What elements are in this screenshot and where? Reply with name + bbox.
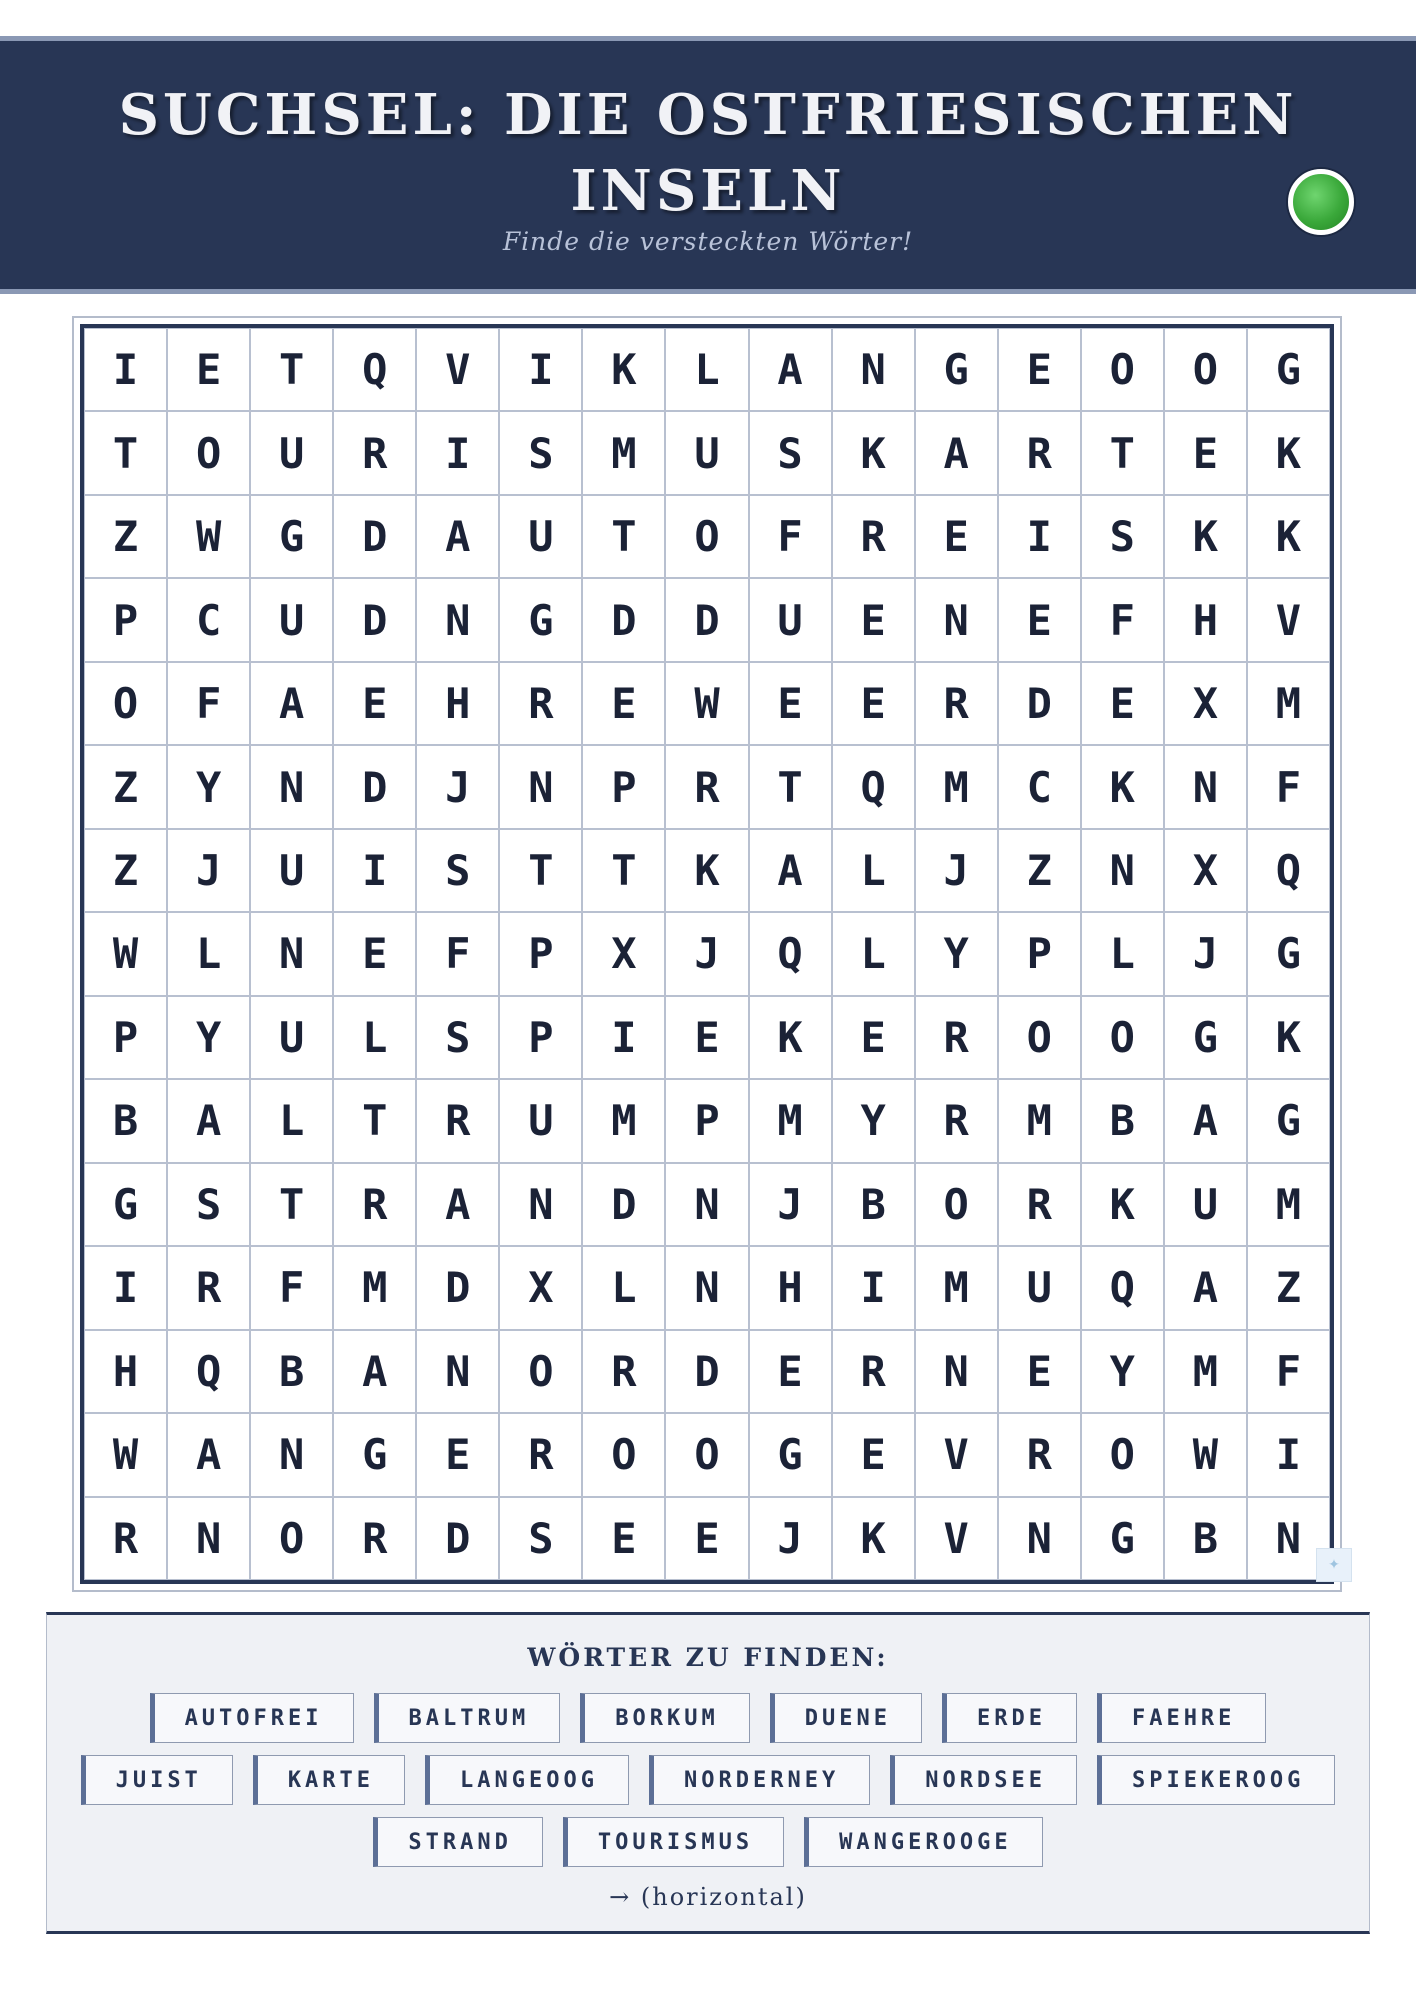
grid-cell[interactable]: R bbox=[333, 411, 416, 494]
grid-cell[interactable]: K bbox=[1081, 1163, 1164, 1246]
word-list-row bbox=[47, 1755, 1369, 1805]
grid-cell[interactable]: W bbox=[665, 662, 748, 745]
grid-cell[interactable]: F bbox=[1081, 578, 1164, 661]
grid-cell[interactable]: H bbox=[416, 662, 499, 745]
status-indicator-icon bbox=[1288, 169, 1354, 235]
grid-cell[interactable]: I bbox=[832, 1246, 915, 1329]
grid-cell[interactable]: U bbox=[665, 411, 748, 494]
grid-cell[interactable]: B bbox=[1081, 1079, 1164, 1162]
grid-cell[interactable]: G bbox=[1247, 1079, 1330, 1162]
grid-cell[interactable]: Q bbox=[167, 1330, 250, 1413]
grid-cell[interactable]: R bbox=[998, 1413, 1081, 1496]
word-chip: NORDERNEY bbox=[649, 1755, 870, 1805]
word-chip: WANGEROOGE bbox=[804, 1817, 1042, 1867]
grid-cell[interactable]: G bbox=[84, 1163, 167, 1246]
grid-cell[interactable]: V bbox=[416, 328, 499, 411]
grid-cell[interactable]: H bbox=[749, 1246, 832, 1329]
grid-cell[interactable]: T bbox=[582, 829, 665, 912]
grid-cell[interactable]: G bbox=[915, 328, 998, 411]
grid-cell[interactable]: Z bbox=[84, 745, 167, 828]
grid-cell[interactable]: E bbox=[998, 328, 1081, 411]
grid-cell[interactable]: T bbox=[84, 411, 167, 494]
grid-cell[interactable]: L bbox=[665, 328, 748, 411]
grid-cell[interactable]: I bbox=[416, 411, 499, 494]
grid-cell[interactable]: E bbox=[582, 662, 665, 745]
grid-cell[interactable]: N bbox=[1081, 829, 1164, 912]
grid-cell[interactable]: S bbox=[499, 1497, 582, 1580]
grid-cell[interactable]: M bbox=[333, 1246, 416, 1329]
word-chip: KARTE bbox=[253, 1755, 405, 1805]
grid-cell[interactable]: R bbox=[167, 1246, 250, 1329]
grid-cell[interactable]: R bbox=[832, 1330, 915, 1413]
word-chip: STRAND bbox=[373, 1817, 542, 1867]
grid-cell[interactable]: K bbox=[1164, 495, 1247, 578]
grid-cell[interactable]: A bbox=[749, 328, 832, 411]
grid-cell[interactable]: C bbox=[167, 578, 250, 661]
grid-cell[interactable]: O bbox=[1164, 328, 1247, 411]
header-banner bbox=[0, 36, 1416, 294]
grid-cell[interactable]: E bbox=[582, 1497, 665, 1580]
grid-cell[interactable]: N bbox=[665, 1246, 748, 1329]
grid-cell[interactable]: Y bbox=[167, 745, 250, 828]
grid-cell[interactable]: T bbox=[250, 1163, 333, 1246]
grid-cell[interactable]: F bbox=[1247, 1330, 1330, 1413]
page-subtitle: Finde die versteckten Wörter! bbox=[502, 227, 914, 256]
direction-note: → (horizontal) bbox=[609, 1883, 807, 1911]
grid-cell[interactable]: K bbox=[665, 829, 748, 912]
grid-cell[interactable]: J bbox=[749, 1497, 832, 1580]
grid-cell[interactable]: Z bbox=[84, 495, 167, 578]
grid-cell[interactable]: O bbox=[998, 996, 1081, 1079]
grid-cell[interactable]: E bbox=[665, 996, 748, 1079]
grid-cell[interactable]: Z bbox=[1247, 1246, 1330, 1329]
grid-cell[interactable]: S bbox=[499, 411, 582, 494]
grid-cell[interactable]: O bbox=[665, 1413, 748, 1496]
grid-cell[interactable]: P bbox=[499, 912, 582, 995]
grid-cell[interactable]: A bbox=[416, 495, 499, 578]
grid-cell[interactable]: D bbox=[333, 495, 416, 578]
grid-cell[interactable]: B bbox=[84, 1079, 167, 1162]
grid-cell[interactable]: E bbox=[832, 1413, 915, 1496]
grid-cell[interactable]: D bbox=[582, 1163, 665, 1246]
grid-cell[interactable]: A bbox=[1164, 1079, 1247, 1162]
grid-cell[interactable]: U bbox=[499, 495, 582, 578]
grid-cell[interactable]: O bbox=[167, 411, 250, 494]
word-chip: NORDSEE bbox=[890, 1755, 1077, 1805]
grid-cell[interactable]: N bbox=[832, 328, 915, 411]
grid-cell[interactable]: E bbox=[749, 662, 832, 745]
grid-cell[interactable]: A bbox=[416, 1163, 499, 1246]
grid-cell[interactable]: W bbox=[1164, 1413, 1247, 1496]
grid-cell[interactable]: C bbox=[998, 745, 1081, 828]
grid-cell[interactable]: N bbox=[250, 912, 333, 995]
grid-cell[interactable]: L bbox=[832, 829, 915, 912]
grid-cell[interactable]: J bbox=[167, 829, 250, 912]
grid-cell[interactable]: D bbox=[582, 578, 665, 661]
grid-cell[interactable]: A bbox=[1164, 1246, 1247, 1329]
grid-cell[interactable]: M bbox=[998, 1079, 1081, 1162]
grid-cell[interactable]: A bbox=[167, 1079, 250, 1162]
grid-cell[interactable]: B bbox=[832, 1163, 915, 1246]
grid-cell[interactable]: F bbox=[416, 912, 499, 995]
grid-cell[interactable]: V bbox=[915, 1413, 998, 1496]
grid-cell[interactable]: N bbox=[499, 745, 582, 828]
grid-cell[interactable]: G bbox=[1081, 1497, 1164, 1580]
grid-cell[interactable]: F bbox=[250, 1246, 333, 1329]
grid-cell[interactable]: A bbox=[915, 411, 998, 494]
grid-cell[interactable]: E bbox=[832, 996, 915, 1079]
grid-cell[interactable]: Z bbox=[998, 829, 1081, 912]
grid-cell[interactable]: U bbox=[499, 1079, 582, 1162]
grid-cell[interactable]: X bbox=[499, 1246, 582, 1329]
grid-cell[interactable]: A bbox=[749, 829, 832, 912]
grid-cell[interactable]: R bbox=[416, 1079, 499, 1162]
grid-cell[interactable]: Q bbox=[1081, 1246, 1164, 1329]
grid-cell[interactable]: P bbox=[998, 912, 1081, 995]
grid-cell[interactable]: R bbox=[915, 662, 998, 745]
grid-cell[interactable]: T bbox=[499, 829, 582, 912]
grid-cell[interactable]: E bbox=[998, 1330, 1081, 1413]
grid-cell[interactable]: Y bbox=[915, 912, 998, 995]
grid-cell[interactable]: Q bbox=[749, 912, 832, 995]
grid-cell[interactable]: R bbox=[998, 411, 1081, 494]
word-list-row bbox=[47, 1817, 1369, 1867]
grid-cell[interactable]: K bbox=[582, 328, 665, 411]
grid-cell[interactable]: O bbox=[250, 1497, 333, 1580]
grid-cell[interactable]: L bbox=[250, 1079, 333, 1162]
grid-cell[interactable]: W bbox=[167, 495, 250, 578]
grid-cell[interactable]: N bbox=[499, 1163, 582, 1246]
grid-cell[interactable]: R bbox=[582, 1330, 665, 1413]
grid-cell[interactable]: R bbox=[333, 1163, 416, 1246]
grid-cell[interactable]: L bbox=[333, 996, 416, 1079]
grid-cell[interactable]: G bbox=[333, 1413, 416, 1496]
grid-cell[interactable]: F bbox=[749, 495, 832, 578]
grid-cell[interactable]: W bbox=[84, 1413, 167, 1496]
grid-cell[interactable]: B bbox=[250, 1330, 333, 1413]
grid-cell[interactable]: V bbox=[915, 1497, 998, 1580]
grid-cell[interactable]: Q bbox=[333, 328, 416, 411]
grid-cell[interactable]: H bbox=[84, 1330, 167, 1413]
word-chip: TOURISMUS bbox=[563, 1817, 784, 1867]
grid-cell[interactable]: G bbox=[1247, 328, 1330, 411]
grid-cell[interactable]: F bbox=[167, 662, 250, 745]
grid-cell[interactable]: Y bbox=[167, 996, 250, 1079]
word-chip: ERDE bbox=[942, 1693, 1077, 1743]
grid-cell[interactable]: R bbox=[915, 996, 998, 1079]
word-chip: DUENE bbox=[770, 1693, 922, 1743]
grid-cell[interactable]: P bbox=[84, 578, 167, 661]
grid-cell[interactable]: M bbox=[915, 1246, 998, 1329]
grid-cell[interactable]: O bbox=[1081, 996, 1164, 1079]
grid-cell[interactable]: D bbox=[333, 745, 416, 828]
grid-cell[interactable]: G bbox=[1164, 996, 1247, 1079]
grid-cell[interactable]: Q bbox=[1247, 829, 1330, 912]
grid-cell[interactable]: U bbox=[250, 578, 333, 661]
grid-cell[interactable]: R bbox=[84, 1497, 167, 1580]
grid-cell[interactable]: N bbox=[416, 1330, 499, 1413]
grid-cell[interactable]: S bbox=[416, 996, 499, 1079]
grid-cell[interactable]: E bbox=[333, 662, 416, 745]
grid-cell[interactable]: R bbox=[499, 662, 582, 745]
grid-cell[interactable]: A bbox=[167, 1413, 250, 1496]
grid-cell[interactable]: P bbox=[499, 996, 582, 1079]
grid-cell[interactable]: K bbox=[832, 1497, 915, 1580]
grid-cell[interactable]: Y bbox=[832, 1079, 915, 1162]
grid-cell[interactable]: N bbox=[915, 1330, 998, 1413]
grid-cell[interactable]: I bbox=[84, 328, 167, 411]
grid-cell[interactable]: A bbox=[250, 662, 333, 745]
map-thumbnail-icon: ✦ bbox=[1316, 1548, 1352, 1582]
grid-cell[interactable]: L bbox=[582, 1246, 665, 1329]
grid-cell[interactable]: E bbox=[832, 662, 915, 745]
grid-cell[interactable]: M bbox=[1247, 662, 1330, 745]
grid-cell[interactable]: G bbox=[749, 1413, 832, 1496]
grid-cell[interactable]: D bbox=[665, 578, 748, 661]
grid-cell[interactable]: J bbox=[1164, 912, 1247, 995]
grid-cell[interactable]: T bbox=[1081, 411, 1164, 494]
grid-cell[interactable]: D bbox=[416, 1497, 499, 1580]
grid-cell[interactable]: S bbox=[749, 411, 832, 494]
grid-cell[interactable]: Z bbox=[84, 829, 167, 912]
grid-cell[interactable]: M bbox=[582, 411, 665, 494]
grid-cell[interactable]: O bbox=[499, 1330, 582, 1413]
grid-cell[interactable]: F bbox=[1247, 745, 1330, 828]
grid-cell[interactable]: K bbox=[1247, 495, 1330, 578]
grid-cell[interactable]: T bbox=[749, 745, 832, 828]
grid-cell[interactable]: S bbox=[416, 829, 499, 912]
grid-cell[interactable]: I bbox=[333, 829, 416, 912]
grid-cell[interactable]: T bbox=[250, 328, 333, 411]
word-search-grid bbox=[80, 324, 1334, 1584]
grid-cell[interactable]: R bbox=[915, 1079, 998, 1162]
grid-cell[interactable]: T bbox=[333, 1079, 416, 1162]
grid-cell[interactable]: E bbox=[416, 1413, 499, 1496]
grid-cell[interactable]: D bbox=[333, 578, 416, 661]
grid-cell[interactable]: L bbox=[1081, 912, 1164, 995]
grid-cell[interactable]: J bbox=[416, 745, 499, 828]
word-chip: BORKUM bbox=[580, 1693, 749, 1743]
word-chip: FAEHRE bbox=[1097, 1693, 1266, 1743]
grid-cell[interactable]: Q bbox=[832, 745, 915, 828]
grid-cell[interactable]: K bbox=[1247, 996, 1330, 1079]
grid-cell[interactable]: N bbox=[250, 745, 333, 828]
grid-cell[interactable]: I bbox=[499, 328, 582, 411]
word-list-row bbox=[47, 1693, 1369, 1743]
grid-cell[interactable]: Y bbox=[1081, 1330, 1164, 1413]
grid-cell[interactable]: M bbox=[1164, 1330, 1247, 1413]
grid-cell[interactable]: M bbox=[915, 745, 998, 828]
grid-cell[interactable]: X bbox=[1164, 829, 1247, 912]
grid-cell[interactable]: M bbox=[1247, 1163, 1330, 1246]
grid-cell[interactable]: M bbox=[749, 1079, 832, 1162]
grid-cell[interactable]: B bbox=[1164, 1497, 1247, 1580]
grid-cell[interactable]: I bbox=[84, 1246, 167, 1329]
grid-cell[interactable]: U bbox=[749, 578, 832, 661]
grid-cell[interactable]: N bbox=[665, 1163, 748, 1246]
grid-cell[interactable]: E bbox=[1164, 411, 1247, 494]
grid-cell[interactable]: A bbox=[333, 1330, 416, 1413]
grid-cell[interactable]: E bbox=[665, 1497, 748, 1580]
grid-cell[interactable]: I bbox=[1247, 1413, 1330, 1496]
grid-cell[interactable]: U bbox=[250, 996, 333, 1079]
grid-cell[interactable]: X bbox=[582, 912, 665, 995]
grid-cell[interactable]: U bbox=[250, 829, 333, 912]
word-chip: LANGEOOG bbox=[425, 1755, 629, 1805]
grid-cell[interactable]: P bbox=[84, 996, 167, 1079]
grid-cell[interactable]: J bbox=[749, 1163, 832, 1246]
grid-cell[interactable]: U bbox=[1164, 1163, 1247, 1246]
grid-cell[interactable]: N bbox=[416, 578, 499, 661]
grid-cell[interactable]: W bbox=[84, 912, 167, 995]
grid-cell[interactable]: N bbox=[1164, 745, 1247, 828]
grid-cell[interactable]: T bbox=[582, 495, 665, 578]
grid-cell[interactable]: E bbox=[749, 1330, 832, 1413]
grid-cell[interactable]: G bbox=[1247, 912, 1330, 995]
grid-cell[interactable]: E bbox=[1081, 662, 1164, 745]
grid-cell[interactable]: O bbox=[84, 662, 167, 745]
grid-cell[interactable]: X bbox=[1164, 662, 1247, 745]
grid-cell[interactable]: L bbox=[832, 912, 915, 995]
grid-cell[interactable]: N bbox=[998, 1497, 1081, 1580]
grid-cell[interactable]: R bbox=[832, 495, 915, 578]
grid-cell[interactable]: U bbox=[250, 411, 333, 494]
grid-cell[interactable]: P bbox=[665, 1079, 748, 1162]
grid-cell[interactable]: R bbox=[998, 1163, 1081, 1246]
grid-cell[interactable]: N bbox=[167, 1497, 250, 1580]
grid-cell[interactable]: E bbox=[333, 912, 416, 995]
grid-cell[interactable]: I bbox=[582, 996, 665, 1079]
grid-cell[interactable]: O bbox=[582, 1413, 665, 1496]
grid-cell[interactable]: K bbox=[832, 411, 915, 494]
grid-cell[interactable]: J bbox=[915, 829, 998, 912]
grid-cell[interactable]: O bbox=[665, 495, 748, 578]
grid-cell[interactable]: R bbox=[499, 1413, 582, 1496]
grid-cell[interactable]: O bbox=[1081, 328, 1164, 411]
grid-cell[interactable]: G bbox=[499, 578, 582, 661]
grid-cell[interactable]: U bbox=[998, 1246, 1081, 1329]
word-chip: SPIEKEROOG bbox=[1097, 1755, 1335, 1805]
grid-cell[interactable]: N bbox=[250, 1413, 333, 1496]
grid-cell[interactable]: N bbox=[915, 578, 998, 661]
grid-cell[interactable]: V bbox=[1247, 578, 1330, 661]
page-title: SUCHSEL: DIE OSTFRIESISCHEN INSELN bbox=[118, 82, 1298, 224]
grid-cell[interactable]: O bbox=[915, 1163, 998, 1246]
grid-cell[interactable]: R bbox=[333, 1497, 416, 1580]
grid-cell[interactable]: D bbox=[665, 1330, 748, 1413]
word-chip: BALTRUM bbox=[374, 1693, 561, 1743]
grid-cell[interactable]: M bbox=[582, 1079, 665, 1162]
grid-cell[interactable]: S bbox=[1081, 495, 1164, 578]
grid-cell[interactable]: R bbox=[665, 745, 748, 828]
grid-cell[interactable]: E bbox=[167, 328, 250, 411]
grid-cell[interactable]: E bbox=[998, 578, 1081, 661]
grid-cell[interactable]: P bbox=[582, 745, 665, 828]
grid-cell[interactable]: H bbox=[1164, 578, 1247, 661]
word-chip: AUTOFREI bbox=[150, 1693, 354, 1743]
grid-cell[interactable]: I bbox=[998, 495, 1081, 578]
grid-cell[interactable]: N bbox=[1247, 1497, 1330, 1580]
grid-cell[interactable]: E bbox=[915, 495, 998, 578]
word-search-frame bbox=[72, 316, 1342, 1592]
grid-cell[interactable]: L bbox=[167, 912, 250, 995]
grid-cell[interactable]: S bbox=[167, 1163, 250, 1246]
word-chip: JUIST bbox=[81, 1755, 233, 1805]
grid-cell[interactable]: G bbox=[250, 495, 333, 578]
grid-cell[interactable]: K bbox=[1081, 745, 1164, 828]
grid-cell[interactable]: D bbox=[998, 662, 1081, 745]
grid-cell[interactable]: E bbox=[832, 578, 915, 661]
grid-cell[interactable]: K bbox=[1247, 411, 1330, 494]
grid-cell[interactable]: D bbox=[416, 1246, 499, 1329]
word-list-panel bbox=[46, 1612, 1370, 1934]
grid-cell[interactable]: O bbox=[1081, 1413, 1164, 1496]
word-list-heading: WÖRTER ZU FINDEN: bbox=[527, 1643, 889, 1672]
grid-cell[interactable]: J bbox=[665, 912, 748, 995]
grid-cell[interactable]: K bbox=[749, 996, 832, 1079]
